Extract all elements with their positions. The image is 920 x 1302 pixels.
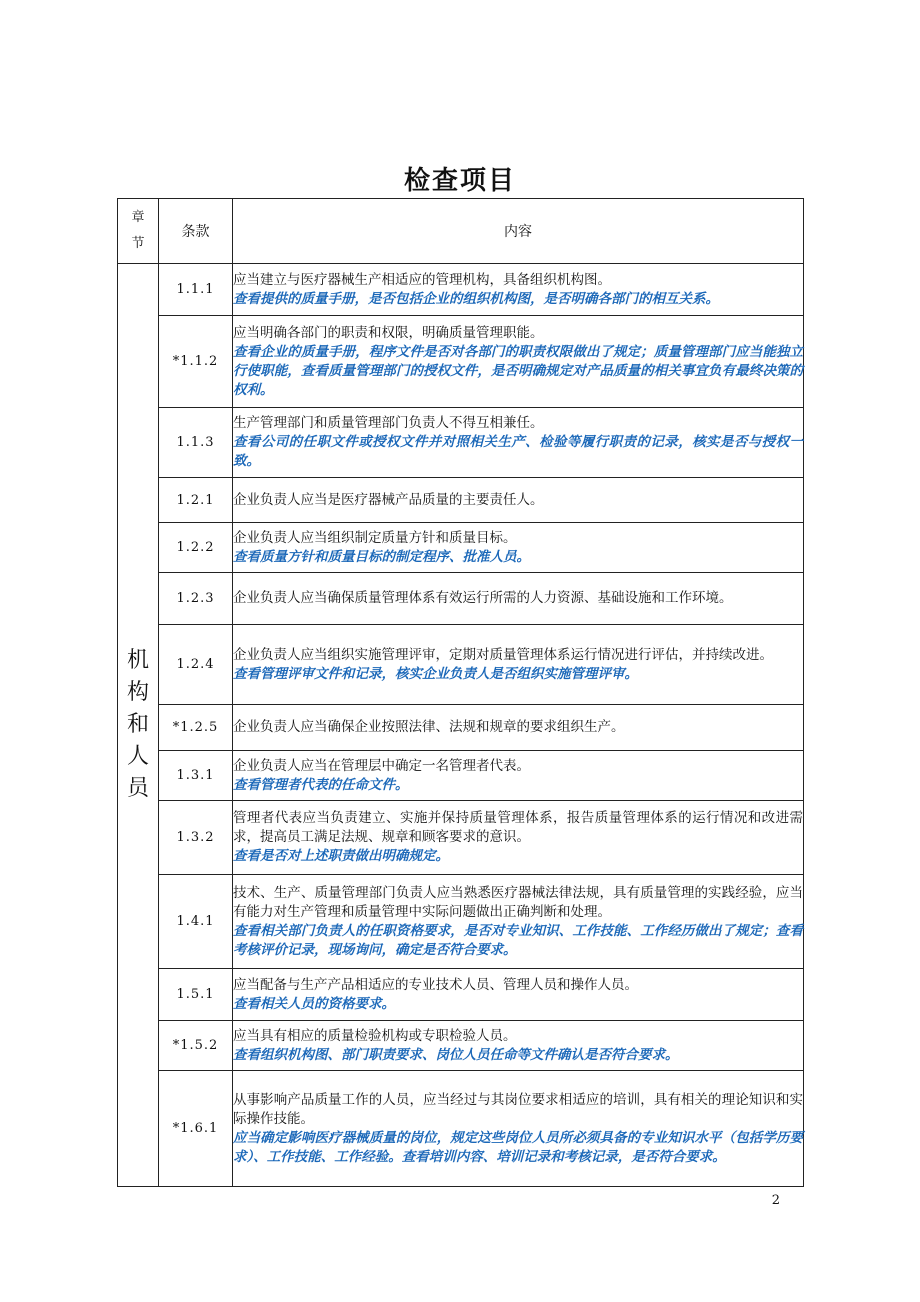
table-row xyxy=(118,264,804,316)
clause-cell: *1.1.2 xyxy=(159,316,233,408)
requirement-text: 应当明确各部门的职责和权限，明确质量管理职能。 xyxy=(233,324,544,341)
table-row xyxy=(118,801,804,875)
check-method-text: 查看相关部门负责人的任职资格要求，是否对专业知识、工作技能、工作经历做出了规定；查看考核评价记录，现场询问，确定是否符合要求。 xyxy=(233,922,803,958)
chapter-cell xyxy=(118,264,159,1187)
check-method-text: 查看公司的任职文件或授权文件并对照相关生产、检验等履行职责的记录，核实是否与授权一致。 xyxy=(233,434,803,469)
clause-cell: *1.2.5 xyxy=(159,705,233,751)
table-row xyxy=(118,705,804,751)
table-row xyxy=(118,523,804,573)
check-method-text: 查看组织机构图、部门职责要求、岗位人员任命等文件确认是否符合要求。 xyxy=(233,1046,679,1063)
table-row xyxy=(118,573,804,625)
content-cell xyxy=(233,264,804,316)
clause-cell: 1.2.3 xyxy=(159,573,233,625)
requirement-text: 企业负责人应当确保企业按照法律、法规和规章的要求组织生产。 xyxy=(233,719,625,735)
requirement-text: 生产管理部门和质量管理部门负责人不得互相兼任。 xyxy=(233,415,544,431)
content-cell xyxy=(233,478,804,523)
clause-cell: 1.4.1 xyxy=(159,875,233,969)
content-cell xyxy=(233,523,804,573)
clause-cell: 1.3.2 xyxy=(159,801,233,875)
clause-cell: 1.2.4 xyxy=(159,625,233,705)
content-cell xyxy=(233,875,804,969)
check-method-text: 查看质量方针和质量目标的制定程序、批准人员。 xyxy=(233,548,530,565)
check-method-text: 查看企业的质量手册，程序文件是否对各部门的职责权限做出了规定；质量管理部门应当能独立行使职能，查看质量管理部门的授权文件，是否明确规定对产品质量的相关事宜负有最终决策的权利。 xyxy=(233,343,803,398)
content-cell xyxy=(233,1071,804,1187)
page-title: 检查项目 xyxy=(403,166,516,196)
check-method-text: 查看相关人员的资格要求。 xyxy=(233,995,395,1012)
clause-cell: *1.6.1 xyxy=(159,1071,233,1187)
table-row xyxy=(118,875,804,969)
check-method-text: 查看是否对上述职责做出明确规定。 xyxy=(233,848,449,864)
clause-cell: 1.5.1 xyxy=(159,969,233,1021)
chapter-char: 人 xyxy=(126,744,149,769)
table-row xyxy=(118,408,804,478)
header-content: 内容 xyxy=(233,199,804,264)
clause-cell: 1.1.1 xyxy=(159,264,233,316)
chapter-char: 机 xyxy=(126,648,149,673)
page-number: 2 xyxy=(771,1193,780,1208)
chapter-char: 构 xyxy=(126,680,149,705)
requirement-text: 从事影响产品质量工作的人员，应当经过与其岗位要求相适应的培训，具有相关的理论知识和实际操作技能。 xyxy=(233,1091,803,1127)
check-method-text: 查看提供的质量手册，是否包括企业的组织机构图，是否明确各部门的相互关系。 xyxy=(233,290,719,307)
inspection-table xyxy=(117,198,804,1187)
table-row xyxy=(118,1071,804,1187)
table-row xyxy=(118,316,804,408)
requirement-text: 应当配备与生产产品相适应的专业技术人员、管理人员和操作人员。 xyxy=(233,976,638,993)
requirement-text: 管理者代表应当负责建立、实施并保持质量管理体系，报告质量管理体系的运行情况和改进需求，提高员工满足法规、规章和顾客要求的意识。 xyxy=(233,810,803,845)
requirement-text: 应当建立与医疗器械生产相适应的管理机构，具备组织机构图。 xyxy=(233,271,611,288)
requirement-text: 企业负责人应当组织实施管理评审，定期对质量管理体系运行情况进行评估，并持续改进。 xyxy=(233,646,773,663)
check-method-text: 查看管理者代表的任命文件。 xyxy=(233,776,409,793)
content-cell xyxy=(233,625,804,705)
header-chapter-char: 节 xyxy=(131,236,145,251)
content-cell xyxy=(233,969,804,1021)
content-cell xyxy=(233,705,804,751)
clause-cell: 1.3.1 xyxy=(159,751,233,801)
table-header-row xyxy=(118,199,804,264)
table-row xyxy=(118,625,804,705)
requirement-text: 企业负责人应当在管理层中确定一名管理者代表。 xyxy=(233,757,530,774)
requirement-text: 企业负责人应当确保质量管理体系有效运行所需的人力资源、基础设施和工作环境。 xyxy=(233,590,733,606)
check-method-text: 应当确定影响医疗器械质量的岗位，规定这些岗位人员所必须具备的专业知识水平（包括学历要求）、工作技能、工作经验。查看培训内容、培训记录和考核记录，是否符合要求。 xyxy=(233,1129,803,1165)
content-cell xyxy=(233,573,804,625)
header-clause: 条款 xyxy=(159,199,233,264)
requirement-text: 企业负责人应当组织制定质量方针和质量目标。 xyxy=(233,529,517,546)
table-row xyxy=(118,969,804,1021)
check-method-text: 查看管理评审文件和记录，核实企业负责人是否组织实施管理评审。 xyxy=(233,665,638,682)
header-chapter xyxy=(118,199,159,264)
requirement-text: 应当具有相应的质量检验机构或专职检验人员。 xyxy=(233,1027,517,1044)
content-cell xyxy=(233,801,804,875)
requirement-text: 企业负责人应当是医疗器械产品质量的主要责任人。 xyxy=(233,491,544,508)
table-row xyxy=(118,1021,804,1071)
clause-cell: 1.2.1 xyxy=(159,478,233,523)
clause-cell: 1.1.3 xyxy=(159,408,233,478)
table-row xyxy=(118,478,804,523)
content-cell xyxy=(233,1021,804,1071)
content-cell xyxy=(233,316,804,408)
content-cell xyxy=(233,751,804,801)
requirement-text: 技术、生产、质量管理部门负责人应当熟悉医疗器械法律法规，具有质量管理的实践经验，应当有能力对生产管理和质量管理中实际问题做出正确判断和处理。 xyxy=(233,884,803,920)
clause-cell: 1.2.2 xyxy=(159,523,233,573)
header-chapter-char: 章 xyxy=(131,210,145,225)
chapter-char: 和 xyxy=(126,712,149,737)
chapter-char: 员 xyxy=(126,776,149,801)
clause-cell: *1.5.2 xyxy=(159,1021,233,1071)
content-cell xyxy=(233,408,804,478)
table-row xyxy=(118,751,804,801)
